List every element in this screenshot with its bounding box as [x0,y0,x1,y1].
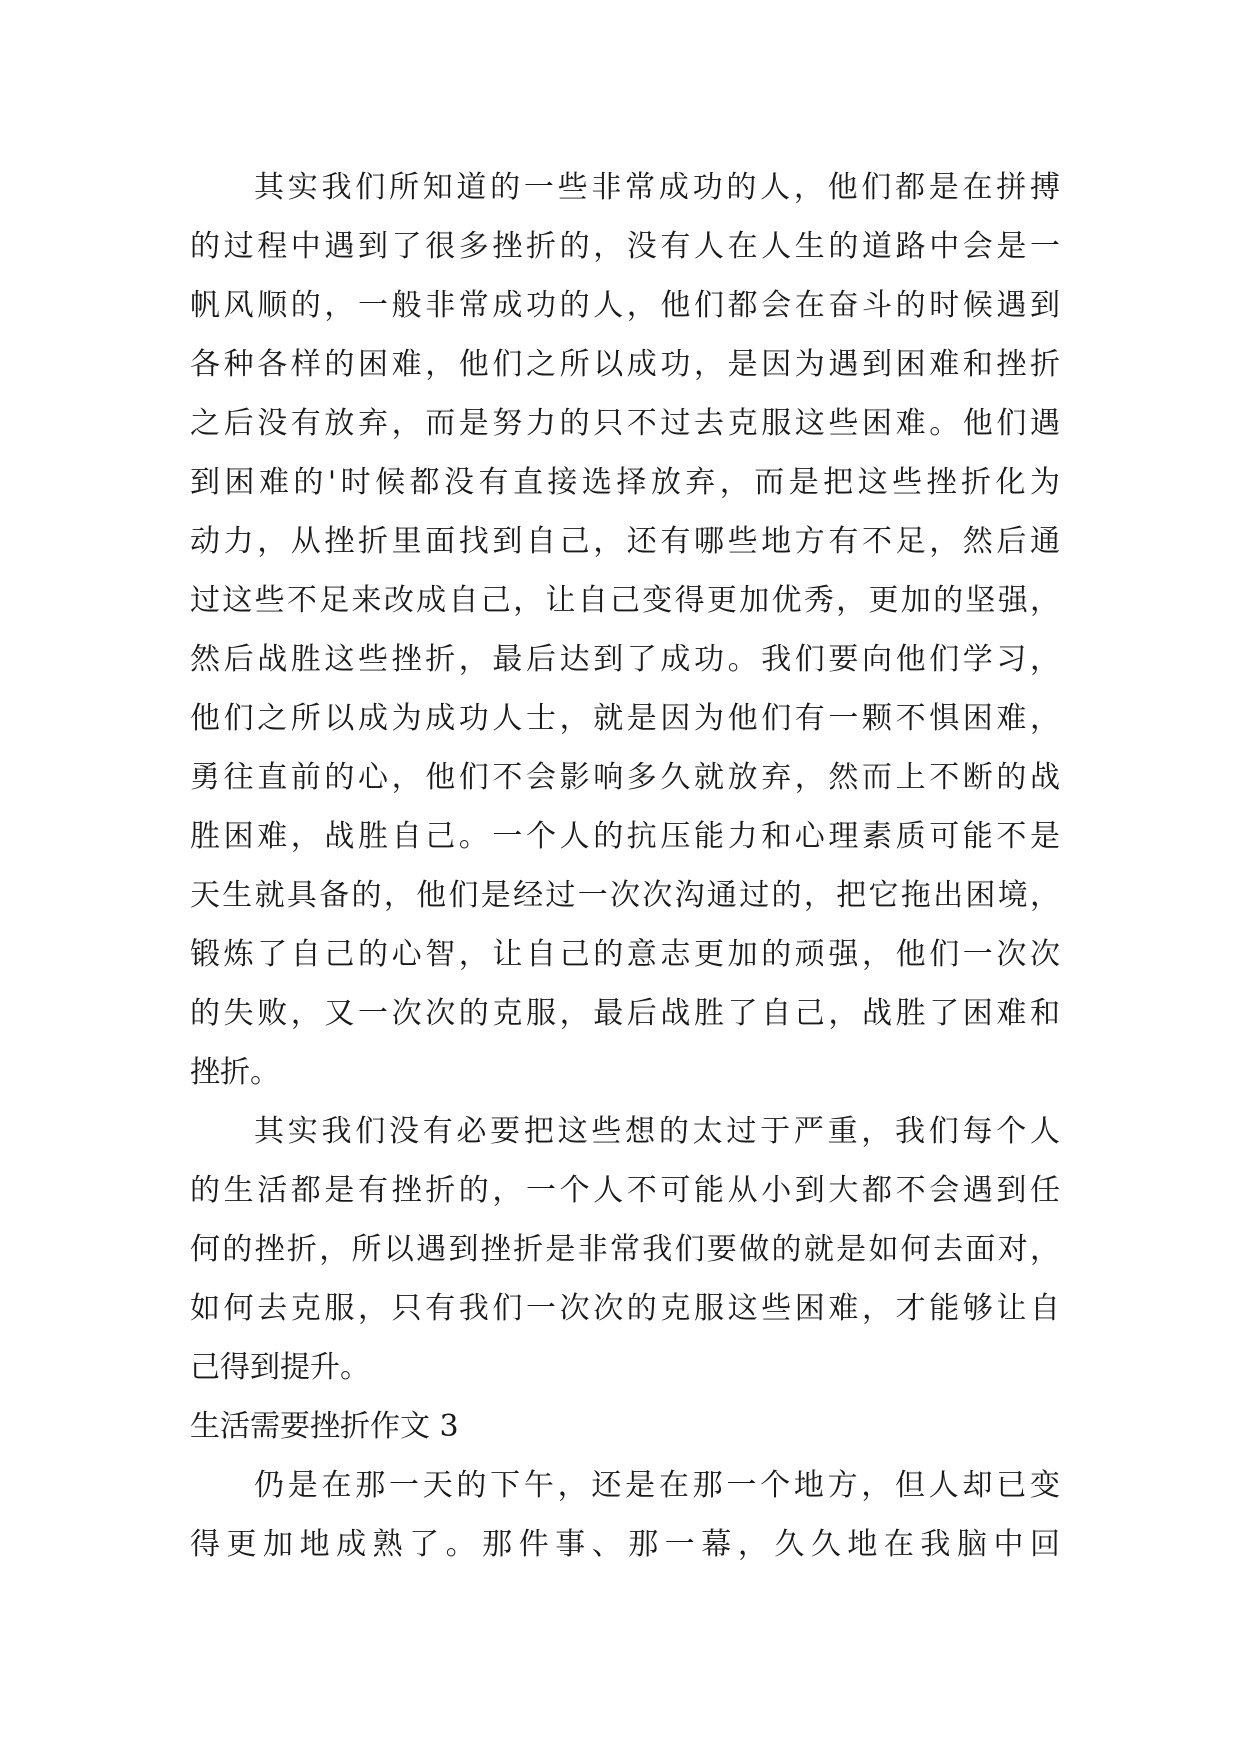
paragraph-line: 帆风顺的，一般非常成功的人，他们都会在奋斗的时候遇到 [190,288,1060,323]
paragraph-line: 他们之所以成为成功人士，就是因为他们有一颗不惧困难， [190,701,1060,736]
paragraph-line: 之后没有放弃，而是努力的只不过去克服这些困难。他们遇 [190,406,1060,441]
paragraph-line: 何的挫折，所以遇到挫折是非常我们要做的就是如何去面对， [190,1232,1060,1267]
paragraph-line: 仍是在那一天的下午，还是在那一个地方，但人却已变 [254,1468,1060,1503]
paragraph-3 [190,1456,1060,1574]
paragraph-line: 天生就具备的，他们是经过一次次沟通过的，把它拖出困境， [190,878,1060,913]
paragraph-line: 的失败，又一次次的克服，最后战胜了自己，战胜了困难和 [190,996,1060,1031]
paragraph-line: 过这些不足来改成自己，让自己变得更加优秀，更加的坚强， [190,583,1060,618]
paragraph-1 [190,158,1060,1102]
paragraph-line: 各种各样的困难，他们之所以成功，是因为遇到困难和挫折 [190,347,1060,382]
paragraph-line: 勇往直前的心，他们不会影响多久就放弃，然而上不断的战 [190,760,1060,795]
paragraph-line: 挫折。 [190,1055,280,1090]
paragraph-line: 如何去克服，只有我们一次次的克服这些困难，才能够让自 [190,1291,1060,1326]
paragraph-line: 锻炼了自己的心智，让自己的意志更加的顽强，他们一次次 [190,937,1060,972]
paragraph-line: 其实我们所知道的一些非常成功的人，他们都是在拼搏 [254,170,1060,205]
paragraph-line: 到困难的'时候都没有直接选择放弃，而是把这些挫折化为 [190,465,1060,500]
paragraph-2 [190,1102,1060,1397]
paragraph-line: 然后战胜这些挫折，最后达到了成功。我们要向他们学习， [190,642,1060,677]
paragraph-line: 的过程中遇到了很多挫折的，没有人在人生的道路中会是一 [190,229,1060,264]
paragraph-line: 动力，从挫折里面找到自己，还有哪些地方有不足，然后通 [190,524,1060,559]
document-body [190,158,1060,1574]
paragraph-line: 的生活都是有挫折的，一个人不可能从小到大都不会遇到任 [190,1173,1060,1208]
paragraph-line: 其实我们没有必要把这些想的太过于严重，我们每个人 [254,1114,1060,1149]
paragraph-line: 得更加地成熟了。那件事、那一幕，久久地在我脑中回 [190,1527,1060,1562]
section-heading: 生活需要挫折作文 3 [190,1409,459,1444]
paragraph-line: 己得到提升。 [190,1350,370,1385]
paragraph-line: 胜困难，战胜自己。一个人的抗压能力和心理素质可能不是 [190,819,1060,854]
